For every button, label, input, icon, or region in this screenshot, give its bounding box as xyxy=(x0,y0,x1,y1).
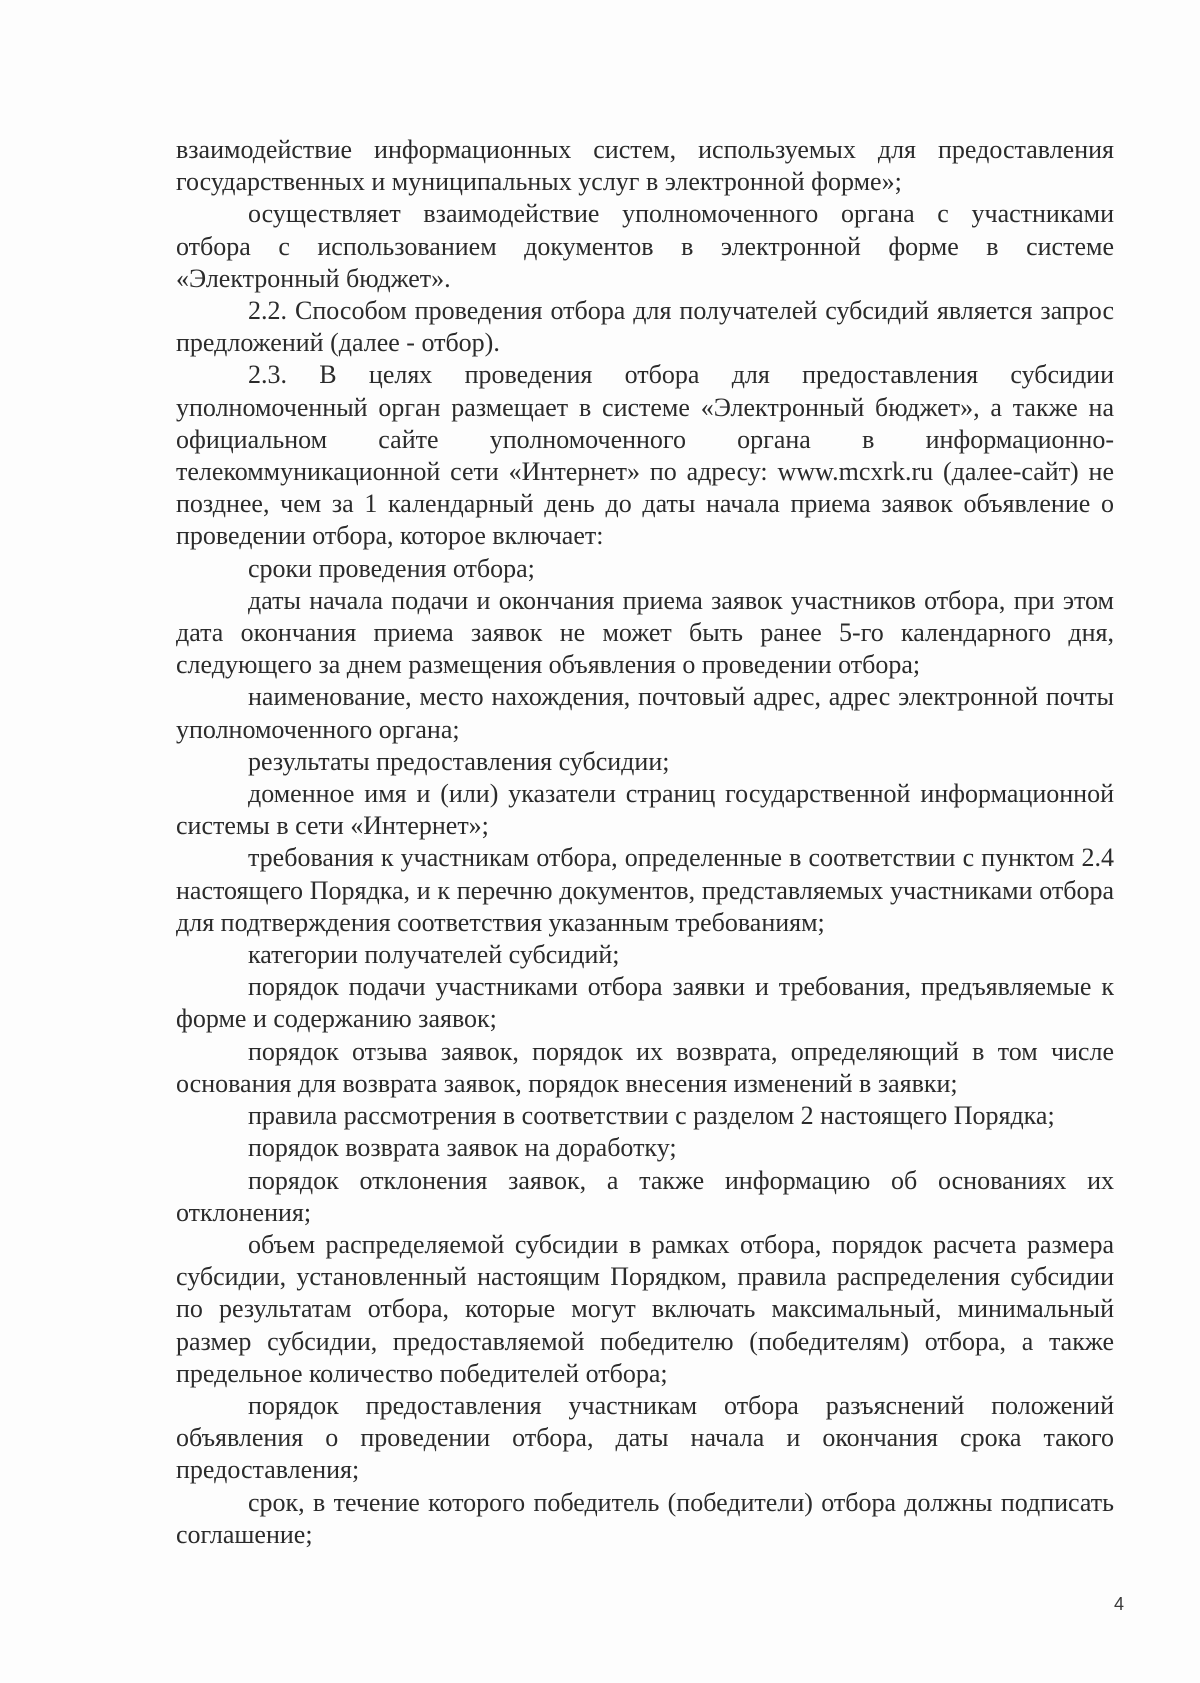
paragraph-section-2-3: 2.3. В целях проведения отбора для предоставления субсидии уполномоченный орган размещает в системе «Электронный бюджет», а также на официальном сайте уполномоченного органа в информационно-телекоммуникационной сети «Интернет» по адресу: www.mcxrk.ru (далее-сайт) не позднее, чем за 1 календарный день до даты начала приема заявок объявление о проведении отбора, которое включает: xyxy=(176,360,1114,551)
list-item: порядок отзыва заявок, порядок их возврата, определяющий в том числе основания для возврата заявок, порядок внесения изменений в заявки; xyxy=(176,1036,1114,1098)
list-item: даты начала подачи и окончания приема заявок участников отбора, при этом дата окончания приема заявок не может быть ранее 5-го календарного дня, следующего за днем размещения объявления о проведении отбора; xyxy=(176,585,1114,680)
list-item: требования к участникам отбора, определенные в соответствии с пунктом 2.4 настоящего Порядка, и к перечню документов, представляемых участниками отбора для подтверждения соответствия указанным требованиям; xyxy=(176,843,1114,937)
list-item: наименование, место нахождения, почтовый адрес, адрес электронной почты уполномоченного органа; xyxy=(176,682,1114,744)
list-item: срок, в течение которого победитель (победители) отбора должны подписать соглашение; xyxy=(176,1487,1114,1549)
paragraph: осуществляет взаимодействие уполномоченного органа с участниками отбора с использованием документов в электронной форме в системе «Электронный бюджет». xyxy=(176,199,1114,293)
paragraph-section-2-2: 2.2. Способом проведения отбора для получателей субсидий является запрос предложений (далее - отбор). xyxy=(176,296,1114,358)
list-item: порядок отклонения заявок, а также информацию об основаниях их отклонения; xyxy=(176,1165,1114,1227)
list-item: результаты предоставления субсидии; xyxy=(248,746,670,776)
page-number: 4 xyxy=(1114,1594,1125,1614)
list-item: порядок возврата заявок на доработку; xyxy=(248,1133,677,1163)
list-item: сроки проведения отбора; xyxy=(248,553,535,583)
paragraph: взаимодействие информационных систем, используемых для предоставления государственных и муниципальных услуг в электронной форме»; xyxy=(176,135,1114,197)
list-item: доменное имя и (или) указатели страниц государственной информационной системы в сети «Интернет»; xyxy=(176,779,1114,841)
list-item: порядок подачи участниками отбора заявки и требования, предъявляемые к форме и содержанию заявок; xyxy=(176,972,1114,1034)
list-item: правила рассмотрения в соответствии с разделом 2 настоящего Порядка; xyxy=(248,1101,1055,1131)
list-item: категории получателей субсидий; xyxy=(248,940,620,970)
list-item: объем распределяемой субсидии в рамках отбора, порядок расчета размера субсидии, установленный настоящим Порядком, правила распределения субсидии по результатам отбора, которые могут включать максимальный, минимальный размер субсидии, предоставляемой победителю (победителям) отбора, а также предельное количество победителей отбора; xyxy=(176,1229,1114,1388)
list-item: порядок предоставления участникам отбора разъяснений положений объявления о проведении отбора, даты начала и окончания срока такого предоставления; xyxy=(176,1390,1114,1485)
document-body xyxy=(176,134,1114,1551)
